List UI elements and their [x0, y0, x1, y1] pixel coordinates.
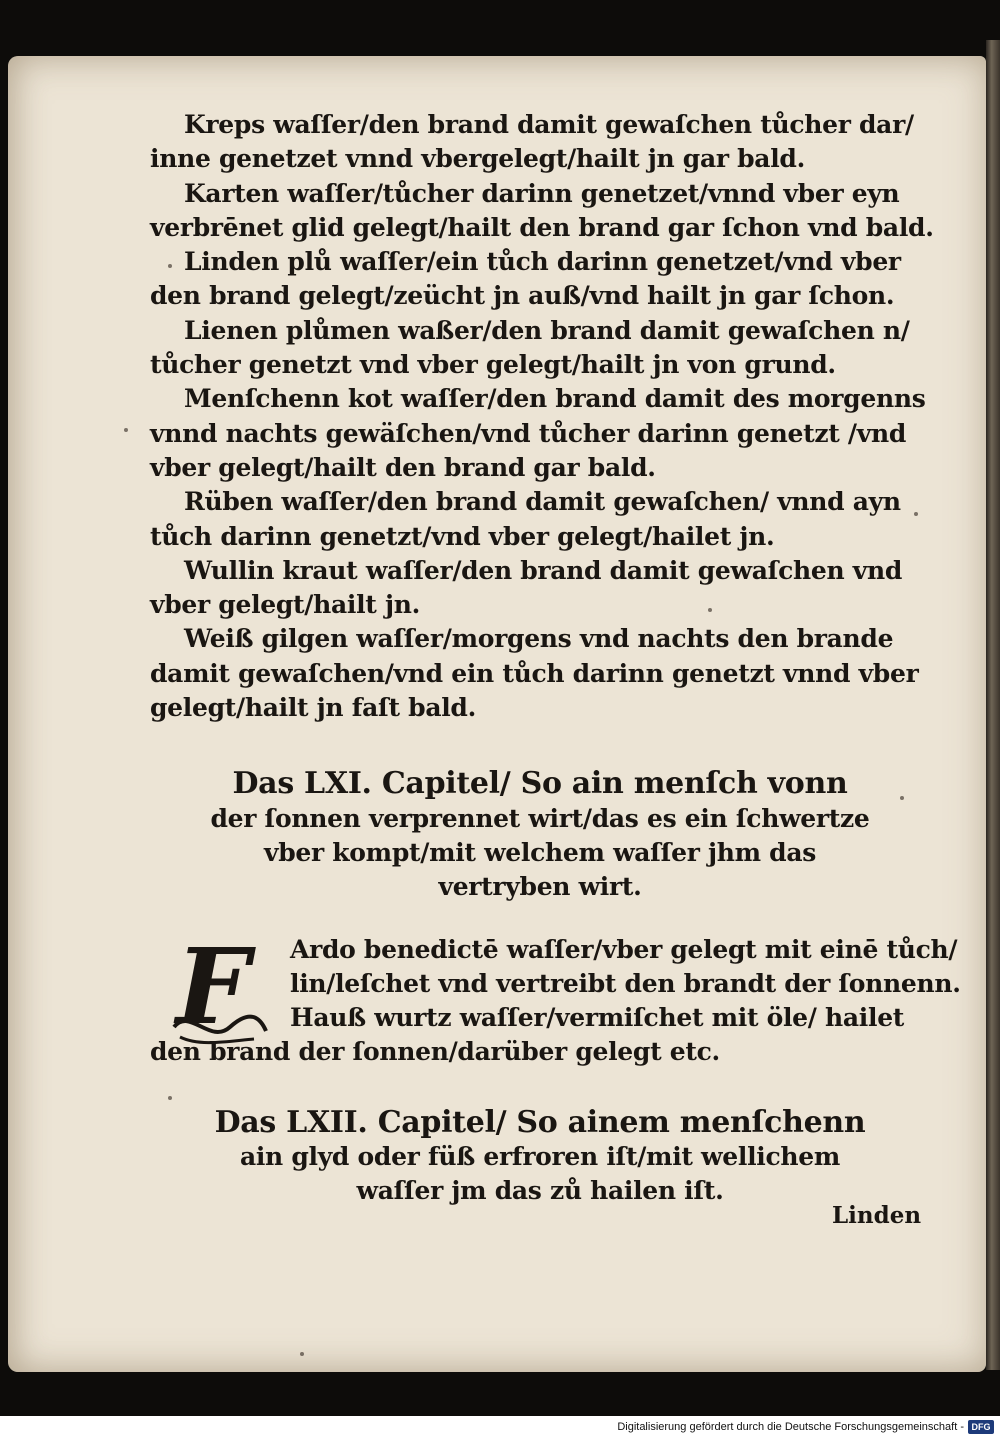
heading-line: waſſer jm das zů hailen iſt.: [356, 1176, 724, 1206]
text-line: verbrēnet glid gelegt/hailt den brand gar ſchon vnd bald.: [150, 212, 934, 242]
text-line: Weiß gilgen waſſer/morgens vnd nachts den brande: [184, 624, 894, 654]
text-line: damit gewaſchen/vnd ein tůch darinn genetzt vnnd vber: [150, 658, 919, 688]
heading-line: ain glyd oder füß erfroren iſt/mit wellichem: [239, 1142, 841, 1172]
ink-speck: [300, 1352, 304, 1356]
text-line: Rüben waſſer/den brand damit gewaſchen/ vnnd ayn: [184, 487, 901, 517]
text-line: Lienen plůmen waßer/den brand damit gewaſchen n/: [184, 315, 910, 345]
text-line: vber gelegt/hailt jn.: [150, 590, 420, 620]
text-line: Kreps waſſer/den brand damit gewaſchen tůcher dar/: [184, 110, 914, 139]
page-text: [150, 108, 961, 1209]
heading-line: der ſonnen verprennet wirt/das es ein ſchwertze: [210, 803, 870, 833]
funding-credit: Digitalisierung gefördert durch die Deutsche Forschungsgemeinschaft -: [617, 1421, 964, 1433]
text-line: Karten waſſer/tůcher darinn genetzet/vnnd vber eyn: [184, 178, 900, 208]
text-line: lin/leſchet vnd vertreibt den brandt der ſonnenn.: [290, 968, 961, 998]
chapter-lxi-body: [150, 924, 961, 1070]
chapter-heading-lxi: [150, 767, 930, 904]
paragraph-weiss-gilgen: [150, 622, 930, 725]
initial-flourish-icon: [170, 997, 270, 1047]
footer-bar: [0, 1416, 1000, 1440]
text-line: vber gelegt/hailt den brand gar bald.: [150, 452, 656, 482]
heading-line: Das LXI. Capitel/ So ain menſch vonn: [232, 766, 848, 802]
chapter-heading-lxii: [150, 1106, 930, 1209]
text-line: Wullin kraut waſſer/den brand damit gewaſchen vnd: [184, 555, 903, 585]
text-line: Menſchenn kot waſſer/den brand damit des morgenns: [184, 384, 926, 414]
paragraph-wullin: [150, 554, 930, 623]
text-line: vnnd nachts gewäſchen/vnd tůcher darinn genetzt /vnd: [150, 418, 907, 448]
catchword: Linden: [832, 1202, 922, 1229]
paragraph-menschenn: [150, 382, 930, 485]
text-line: tůcher genetzt vnd vber gelegt/hailt jn von grund.: [150, 350, 836, 380]
heading-line: Das LXII. Capitel/ So ainem menſchenn: [214, 1104, 866, 1140]
heading-line: vber kompt/mit welchem waſſer jhm das: [263, 837, 817, 867]
paragraph-linden: [150, 245, 930, 314]
heading-line: vertryben wirt.: [438, 872, 642, 902]
book-edge: [986, 40, 1000, 1370]
decorated-initial: F: [176, 924, 250, 1048]
text-line: Ardo benedictē waſſer/vber gelegt mit einē tůch/: [290, 934, 958, 964]
dfg-logo: DFG: [968, 1420, 994, 1434]
text-line: Hauß wurtz waſſer/vermiſchet mit öle/ hailet: [290, 1003, 905, 1033]
text-line: Linden plů waſſer/ein tůch darinn genetzet/vnd vber: [184, 247, 901, 277]
text-line: tůch darinn genetzt/vnd vber gelegt/hailet jn.: [150, 521, 775, 551]
ink-speck: [124, 428, 128, 432]
text-line: den brand gelegt/zeücht jn auß/vnd hailt jn gar ſchon.: [150, 281, 895, 311]
text-line: inne genetzet vnnd vbergelegt/hailt jn gar bald.: [150, 144, 805, 174]
paragraph-karten: [150, 177, 934, 246]
paragraph-ruben: [150, 485, 930, 554]
paragraph-kreps: [150, 108, 930, 177]
paragraph-lienen: [150, 314, 930, 383]
text-line: den brand der ſonnen/darüber gelegt etc.: [150, 1037, 720, 1067]
text-line: gelegt/hailt jn faſt bald.: [150, 693, 477, 723]
